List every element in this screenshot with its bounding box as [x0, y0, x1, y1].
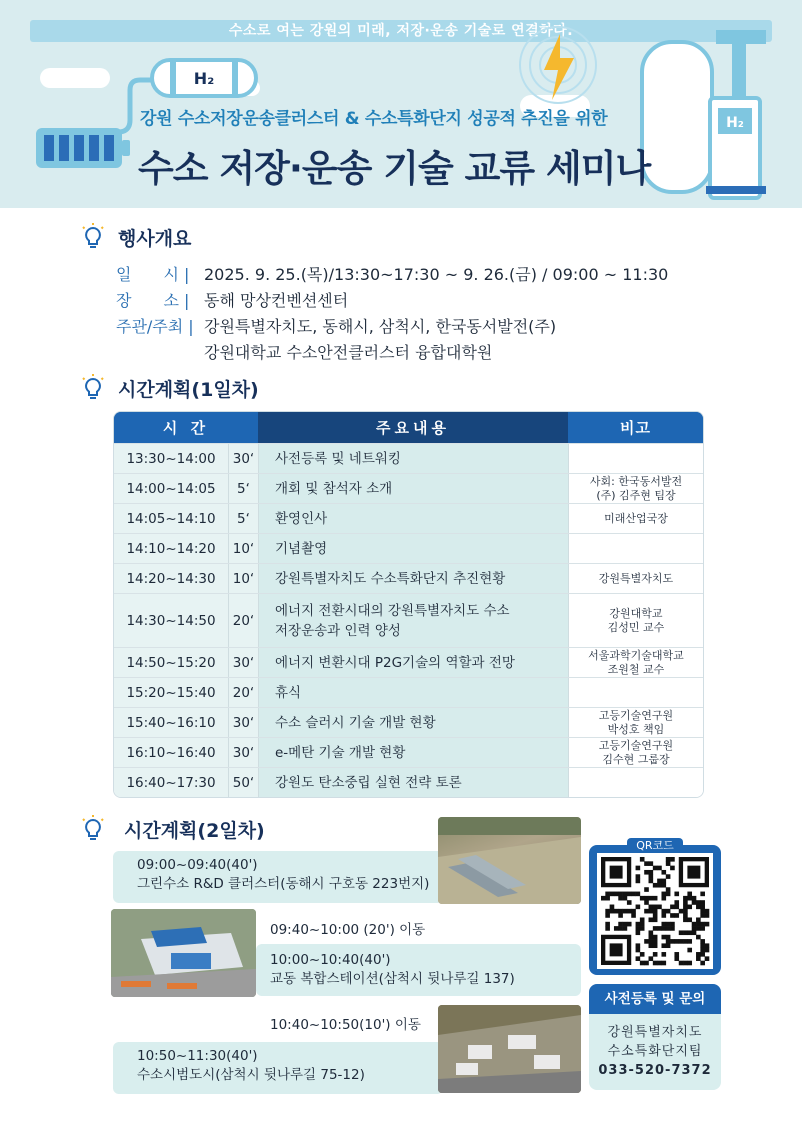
- content-cell: 기념촬영: [258, 534, 568, 563]
- table-row: [114, 737, 703, 767]
- note-cell: 사회: 한국동서발전 (주) 김주현 팀장: [568, 474, 703, 503]
- time-cell: 14:20~14:30: [114, 564, 228, 593]
- content-cell: e-메탄 기술 개발 현황: [258, 738, 568, 767]
- minutes-cell: 30‘: [228, 444, 258, 473]
- hydrogen-city-photo: [438, 1005, 581, 1093]
- overview-row: [116, 340, 668, 366]
- day2-heading: [78, 814, 265, 844]
- gyodong-station-photo: [111, 909, 256, 997]
- note-cell: 고등기술연구원 박성호 책임: [568, 708, 703, 737]
- minutes-cell: 20‘: [228, 678, 258, 707]
- time-cell: 14:50~15:20: [114, 648, 228, 677]
- minutes-cell: 30‘: [228, 648, 258, 677]
- overview-label: 주관/주최 |: [116, 317, 194, 336]
- overview-info: [116, 262, 668, 366]
- time-cell: 16:40~17:30: [114, 768, 228, 797]
- content-cell: 사전등록 및 네트워킹: [258, 444, 568, 473]
- time-cell: 14:10~14:20: [114, 534, 228, 563]
- day2-heading-text: 시간계획(2일차): [124, 819, 265, 842]
- minutes-cell: 30‘: [228, 708, 258, 737]
- time-cell: 16:10~16:40: [114, 738, 228, 767]
- table-row: [114, 563, 703, 593]
- table-row: [114, 677, 703, 707]
- lightning-icon: [508, 20, 608, 110]
- day2-item: [113, 851, 443, 903]
- note-cell: [568, 768, 703, 797]
- note-cell: 강원대학교 김성민 교수: [568, 594, 703, 647]
- day1-schedule-table: [113, 411, 704, 798]
- table-row: [114, 647, 703, 677]
- table-row: [114, 443, 703, 473]
- content-cell: 에너지 전환시대의 강원특별자치도 수소 저장운송과 인력 양성: [258, 594, 568, 647]
- green-hydrogen-cluster-photo: [438, 817, 581, 904]
- city-photo-graphic: [438, 1005, 581, 1093]
- time-cell: 14:30~14:50: [114, 594, 228, 647]
- content-cell: 에너지 변환시대 P2G기술의 역할과 전망: [258, 648, 568, 677]
- table-body: [114, 443, 703, 797]
- minutes-cell: 20‘: [228, 594, 258, 647]
- overview-label: [116, 340, 204, 366]
- site-photo-graphic: [438, 817, 581, 904]
- day2-item: [113, 1042, 443, 1094]
- time-cell: 13:30~14:00: [114, 444, 228, 473]
- day2-time: 09:00~09:40(40'): [137, 857, 258, 873]
- time-cell: 14:05~14:10: [114, 504, 228, 533]
- station-photo-graphic: [111, 909, 256, 997]
- overview-heading-text: 행사개요: [118, 227, 192, 250]
- day2-move: 10:40~10:50(10') 이동: [270, 1017, 421, 1033]
- content-cell: 개회 및 참석자 소개: [258, 474, 568, 503]
- day1-heading-text: 시간계획(1일차): [118, 378, 259, 401]
- minutes-cell: 10‘: [228, 534, 258, 563]
- overview-row: [116, 262, 668, 288]
- seminar-title: 수소 저장·운송 기술 교류 세미나: [138, 147, 651, 190]
- content-cell: 환영인사: [258, 504, 568, 533]
- qr-code[interactable]: [597, 853, 713, 969]
- table-row: [114, 767, 703, 797]
- day2-move: 09:40~10:00 (20') 이동: [270, 922, 426, 938]
- overview-value: 강원대학교 수소안전클러스터 융합대학원: [204, 343, 493, 362]
- overview-value: 동해 망상컨벤션센터: [204, 291, 349, 310]
- table-row: [114, 593, 703, 647]
- table-row: [114, 473, 703, 503]
- contact-phone[interactable]: 033-520-7372: [598, 1063, 712, 1078]
- overview-value: 강원특별자치도, 동해시, 삼척시, 한국동서발전(주): [204, 317, 557, 336]
- note-cell: [568, 444, 703, 473]
- tagline: 수소로 여는 강원의 미래, 저장·운송 기술로 연결하다.: [228, 23, 574, 39]
- content-cell: 강원도 탄소중립 실현 전략 토론: [258, 768, 568, 797]
- charging-station-icon: [636, 22, 776, 204]
- time-cell: 15:20~15:40: [114, 678, 228, 707]
- note-cell: 미래산업국장: [568, 504, 703, 533]
- time-cell: 14:00~14:05: [114, 474, 228, 503]
- overview-label: 장 소 |: [116, 291, 190, 310]
- header-note: 비고: [568, 412, 703, 443]
- header-time: 시 간: [114, 412, 258, 443]
- day2-place: 교동 복합스테이션(삼척시 뒷나루길 137): [270, 971, 515, 987]
- table-row: [114, 533, 703, 563]
- content-cell: 강원특별자치도 수소특화단지 추진현황: [258, 564, 568, 593]
- day2-place: 그린수소 R&D 클러스터(동해시 구호동 223번지): [137, 876, 430, 892]
- minutes-cell: 5‘: [228, 504, 258, 533]
- minutes-cell: 50‘: [228, 768, 258, 797]
- minutes-cell: 5‘: [228, 474, 258, 503]
- day1-heading: [78, 373, 259, 403]
- table-row: [114, 503, 703, 533]
- day2-item: [256, 944, 581, 996]
- registration-heading: 사전등록 및 문의: [589, 984, 721, 1014]
- h2-label: H₂: [193, 69, 215, 88]
- note-cell: [568, 534, 703, 563]
- day2-place: 수소시범도시(삼척시 뒷나루길 75-12): [137, 1067, 365, 1083]
- note-cell: 강원특별자치도: [568, 564, 703, 593]
- lightbulb-icon: [78, 373, 108, 403]
- table-row: [114, 707, 703, 737]
- overview-label: 일 시 |: [116, 265, 190, 284]
- lightbulb-icon: [78, 222, 108, 252]
- contact-team: 수소특화단지팀: [607, 1044, 703, 1059]
- table-header: [114, 412, 703, 443]
- contact-org: 강원특별자치도: [607, 1025, 703, 1040]
- lightbulb-icon: [78, 814, 108, 844]
- day2-time: 10:00~10:40(40'): [270, 952, 391, 968]
- qr-label: QR코드: [627, 838, 683, 854]
- note-cell: 고등기술연구원 김수현 그룹장: [568, 738, 703, 767]
- day2-time: 10:50~11:30(40'): [137, 1048, 258, 1064]
- overview-row: [116, 288, 668, 314]
- overview-row: [116, 314, 668, 340]
- seminar-subtitle: 강원 수소저장운송클러스터 & 수소특화단지 성공적 추진을 위한: [140, 109, 608, 129]
- overview-heading: [78, 222, 191, 252]
- content-cell: 수소 슬러시 기술 개발 현황: [258, 708, 568, 737]
- registration-contact: [589, 1014, 721, 1090]
- header-content: 주요내용: [258, 412, 568, 443]
- content-cell: 휴식: [258, 678, 568, 707]
- note-cell: [568, 678, 703, 707]
- minutes-cell: 30‘: [228, 738, 258, 767]
- minutes-cell: 10‘: [228, 564, 258, 593]
- time-cell: 15:40~16:10: [114, 708, 228, 737]
- header-banner: [0, 0, 802, 208]
- svg-text:H₂: H₂: [726, 115, 744, 131]
- note-cell: 서울과학기술대학교 조원철 교수: [568, 648, 703, 677]
- overview-value: 2025. 9. 25.(목)/13:30~17:30 ~ 9. 26.(금) / 09:00 ~ 11:30: [204, 265, 669, 284]
- hydrogen-tank-icon: [150, 56, 260, 100]
